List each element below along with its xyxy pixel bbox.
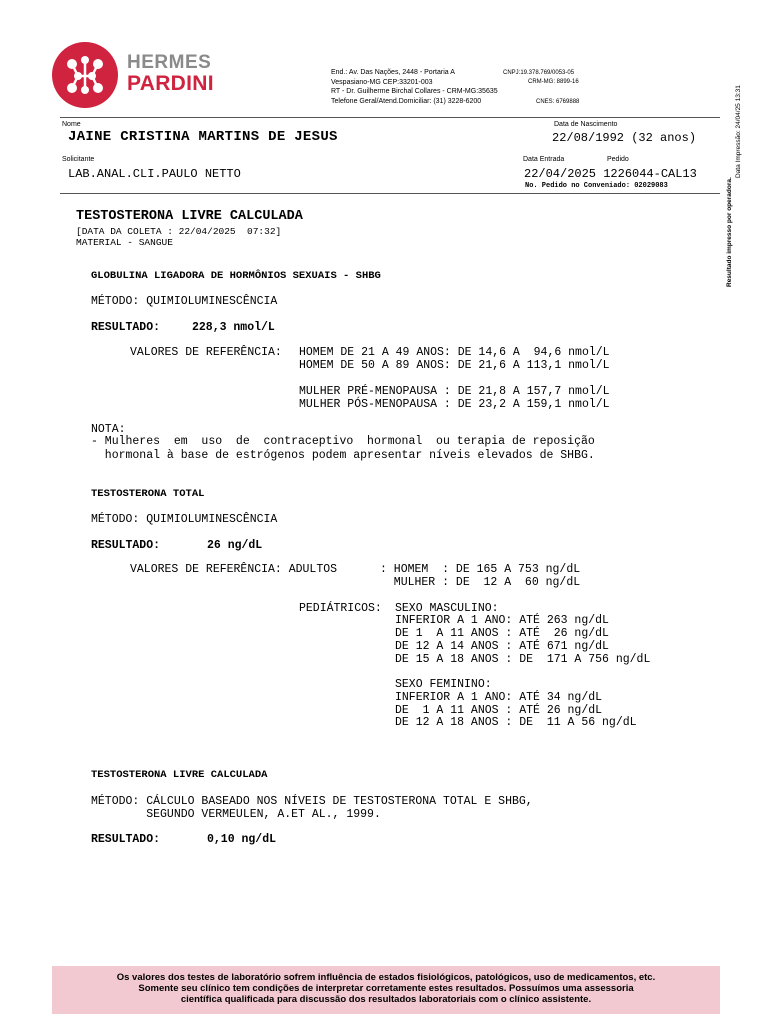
entry-label: Data Entrada [523, 156, 565, 163]
shbg-ref-4: MULHER PÓS-MENOPAUSA : DE 23,2 A 159,1 nmol/L [299, 398, 610, 411]
disclaimer-line-1: Os valores dos testes de laboratório sofrem influência de estados fisiológicos, patológicos, uso de medicamentos, etc. [116, 972, 656, 983]
total-ref-label: VALORES DE REFERÊNCIA: ADULTOS [130, 563, 338, 576]
female-ref-3: DE 12 A 18 ANOS : DE 11 A 56 ng/dL [395, 716, 637, 729]
total-method: MÉTODO: QUIMIOLUMINESCÊNCIA [91, 513, 278, 526]
lab-address: End.: Av. Das Nações, 2448 - Portaria A [331, 69, 455, 76]
free-result-value: 0,10 ng/dL [207, 833, 277, 846]
shbg-ref-label: VALORES DE REFERÊNCIA: [130, 346, 282, 359]
lab-cnpj: CNPJ:19.378.769/0053-05 [503, 70, 575, 76]
lab-phone: Telefone Geral/Atend.Domiciliar: (31) 3228-6200 [331, 98, 482, 105]
female-label: SEXO FEMININO: [395, 678, 492, 691]
note-line-2: hormonal à base de estrógenos podem apresentar níveis elevados de SHBG. [91, 449, 595, 462]
total-title: TESTOSTERONA TOTAL [91, 488, 205, 500]
free-result-label: RESULTADO: [91, 833, 161, 846]
lab-crm: CRM-MG: 8899-16 [528, 79, 579, 85]
name-label: Nome [62, 121, 81, 128]
shbg-ref-1: HOMEM DE 21 A 49 ANOS: DE 14,6 A 94,6 nmol/L [299, 346, 610, 359]
total-result-value: 26 ng/dL [207, 539, 263, 552]
entry-order-value: 22/04/2025 1226044-CAL13 [524, 167, 697, 181]
brand-name-line2: PARDINI [127, 72, 214, 95]
brand-name-line1: HERMES [127, 52, 212, 73]
exam-title: TESTOSTERONA LIVRE CALCULADA [76, 209, 303, 224]
lab-rt: RT - Dr. Guilherme Birchal Collares - CRM-MG:35635 [331, 88, 498, 95]
male-label: SEXO MASCULINO: [395, 602, 499, 615]
total-adult-2: MULHER : DE 12 A 60 ng/dL [380, 576, 581, 589]
lab-cnes: CNES: 6769888 [536, 99, 580, 105]
male-ref-1: INFERIOR A 1 ANO: ATÉ 263 ng/dL [395, 614, 609, 627]
female-ref-1: INFERIOR A 1 ANO: ATÉ 34 ng/dL [395, 691, 603, 704]
collection-date: [DATA DA COLETA : 22/04/2025 07:32] [76, 226, 282, 237]
male-ref-3: DE 12 A 14 ANOS : ATÉ 671 ng/dL [395, 640, 609, 653]
free-method-2: SEGUNDO VERMEULEN, A.ET AL., 1999. [91, 808, 381, 821]
header-divider [60, 117, 720, 118]
male-ref-4: DE 15 A 18 ANOS : DE 171 A 756 ng/dL [395, 653, 651, 666]
total-adult-1: : HOMEM : DE 165 A 753 ng/dL [380, 563, 581, 576]
material: MATERIAL - SANGUE [76, 237, 173, 248]
shbg-title: GLOBULINA LIGADORA DE HORMÔNIOS SEXUAIS - SHBG [91, 270, 381, 282]
shbg-result-value: 228,3 nmol/L [192, 321, 275, 334]
requester-label: Solicitante [62, 156, 95, 163]
pardini-dots-logo-icon [52, 42, 118, 108]
patient-divider [60, 193, 720, 194]
dob-label: Data de Nascimento [554, 121, 618, 128]
disclaimer-line-3: científica qualificada para discussão dos resultados laboratoriais com o clínico assistente. [180, 994, 592, 1005]
shbg-method: MÉTODO: QUIMIOLUMINESCÊNCIA [91, 295, 278, 308]
order-label: Pedido [607, 156, 629, 163]
free-method-1: MÉTODO: CÁLCULO BASEADO NOS NÍVEIS DE TESTOSTERONA TOTAL E SHBG, [91, 795, 533, 808]
print-date: Data Impressão: 24/04/25 13:31 [735, 85, 742, 178]
male-ref-2: DE 1 A 11 ANOS : ATÉ 26 ng/dL [395, 627, 609, 640]
disclaimer-line-2: Somente seu clínico tem condições de interpretar corretamente estes resultados. Possuímos uma assessoria [138, 983, 634, 994]
shbg-ref-2: HOMEM DE 50 A 89 ANOS: DE 21,6 A 113,1 nmol/L [299, 359, 610, 372]
pediatric-label: PEDIÁTRICOS: [299, 602, 382, 615]
disclaimer-box [52, 966, 720, 1014]
patient-name: JAINE CRISTINA MARTINS DE JESUS [68, 129, 338, 145]
print-notice: Resultado impresso por operadora. [726, 177, 733, 287]
agreement-order: No. Pedido no Conveniado: 02029083 [525, 182, 668, 190]
free-title: TESTOSTERONA LIVRE CALCULADA [91, 769, 268, 781]
total-result-label: RESULTADO: [91, 539, 161, 552]
requester-name: LAB.ANAL.CLI.PAULO NETTO [68, 167, 241, 181]
shbg-ref-3: MULHER PRÉ-MENOPAUSA : DE 21,8 A 157,7 nmol/L [299, 385, 610, 398]
note-label: NOTA: [91, 423, 126, 436]
shbg-result-label: RESULTADO: [91, 321, 161, 334]
note-line-1: - Mulheres em uso de contraceptivo hormonal ou terapia de reposição [91, 435, 595, 448]
lab-city: Vespasiano-MG CEP:33201-003 [331, 79, 433, 86]
female-ref-2: DE 1 A 11 ANOS : ATÉ 26 ng/dL [395, 704, 603, 717]
patient-dob: 22/08/1992 (32 anos) [552, 131, 697, 145]
brand-logo [52, 42, 252, 108]
